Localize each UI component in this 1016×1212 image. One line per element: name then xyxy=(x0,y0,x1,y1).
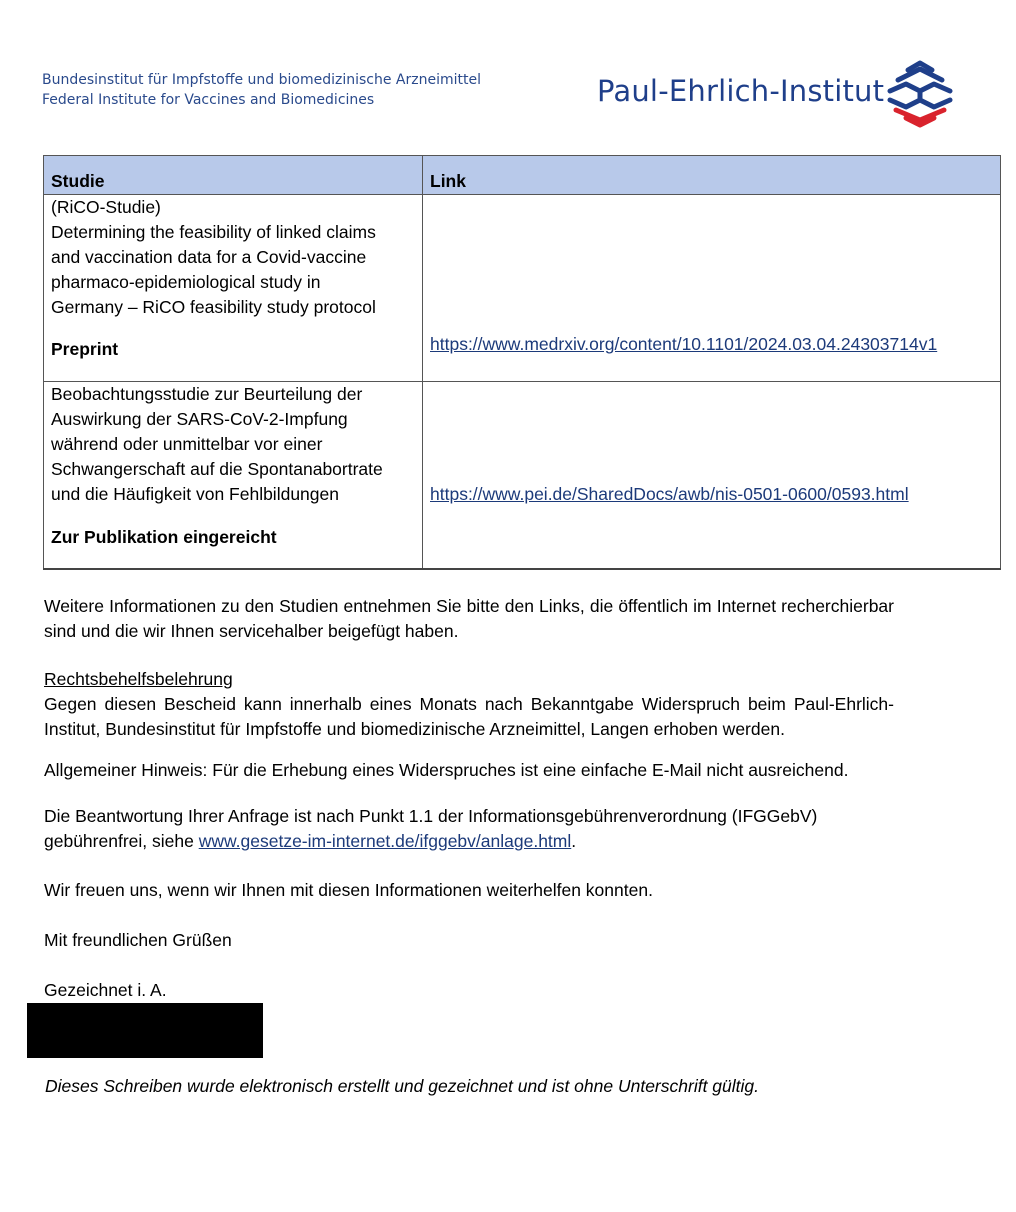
fee-text-prefix: gebührenfrei, siehe xyxy=(44,831,199,851)
study-title-line: Determining the feasibility of linked claims xyxy=(51,222,376,242)
study-status: Zur Publikation eingereicht xyxy=(51,527,277,547)
institute-name-block xyxy=(42,70,481,110)
fee-link[interactable]: www.gesetze-im-internet.de/ifggebv/anlage.html xyxy=(198,831,572,851)
table-row xyxy=(44,382,1001,570)
column-header-link: Link xyxy=(423,156,1001,195)
institute-name-english: Federal Institute for Vaccines and Biomedicines xyxy=(42,92,375,108)
info-paragraph: Weitere Informationen zu den Studien entnehmen Sie bitte den Links, die öffentlich im Internet recherchierbar sind und die wir Ihnen servicehalber beigefügt haben. xyxy=(44,596,894,641)
redacted-signature-block xyxy=(27,1003,263,1058)
general-note: Allgemeiner Hinweis: Für die Erhebung eines Widerspruches ist eine einfache E-Mail nicht ausreichend. xyxy=(44,760,849,780)
study-cell xyxy=(44,382,423,570)
table-row xyxy=(44,195,1001,382)
study-title-line: Beobachtungsstudie zur Beurteilung der xyxy=(51,384,363,404)
study-link[interactable]: https://www.pei.de/SharedDocs/awb/nis-0501-0600/0593.html xyxy=(430,484,909,504)
study-title-line: Schwangerschaft auf die Spontanabortrate xyxy=(51,459,383,479)
fee-text-line2 xyxy=(44,829,894,854)
pei-logo-icon xyxy=(884,60,956,128)
legal-text: Gegen diesen Bescheid kann innerhalb eines Monats nach Bekanntgabe Widerspruch beim Paul-Ehrlich-Institut, Bundesinstitut für Impfstoffe und biomedizinische Arzneimittel, Langen erhoben werden. xyxy=(44,694,894,739)
study-cell xyxy=(44,195,423,382)
footer-note: Dieses Schreiben wurde elektronisch erstellt und gezeichnet und ist ohne Unterschrift gültig. xyxy=(45,1076,759,1096)
study-link[interactable]: https://www.medrxiv.org/content/10.1101/2024.03.04.24303714v1 xyxy=(430,334,938,354)
fee-text-end: . xyxy=(571,831,577,851)
column-header-study: Studie xyxy=(44,156,423,195)
study-title-line: (RiCO-Studie) xyxy=(51,197,161,217)
study-title-line: Germany – RiCO feasibility study protocol xyxy=(51,297,376,317)
study-title-line: pharmaco-epidemiological study in xyxy=(51,272,321,292)
studies-table xyxy=(43,155,1001,570)
fee-text-line1: Die Beantwortung Ihrer Anfrage ist nach Punkt 1.1 der Informationsgebührenverordnung (IFGGebV) xyxy=(44,806,818,826)
study-title-line: und die Häufigkeit von Fehlbildungen xyxy=(51,484,339,504)
link-cell xyxy=(423,195,1001,382)
institute-name-german: Bundesinstitut für Impfstoffe und biomedizinische Arzneimittel xyxy=(42,72,481,88)
closing-greeting: Mit freundlichen Grüßen xyxy=(44,930,232,950)
legal-section xyxy=(44,667,894,742)
study-title-line: and vaccination data for a Covid-vaccine xyxy=(51,247,367,267)
table-header-row xyxy=(44,156,1001,195)
link-cell xyxy=(423,382,1001,570)
signed-by: Gezeichnet i. A. xyxy=(44,980,167,1000)
study-title-line: Auswirkung der SARS-CoV-2-Impfung xyxy=(51,409,348,429)
study-title-line: während oder unmittelbar vor einer xyxy=(51,434,323,454)
study-status: Preprint xyxy=(51,339,119,359)
brand-name: Paul-Ehrlich-Institut xyxy=(597,74,885,108)
closing-thanks: Wir freuen uns, wenn wir Ihnen mit diesen Informationen weiterhelfen konnten. xyxy=(44,880,653,900)
fee-paragraph xyxy=(44,804,894,854)
legal-heading: Rechtsbehelfsbelehrung xyxy=(44,669,233,689)
